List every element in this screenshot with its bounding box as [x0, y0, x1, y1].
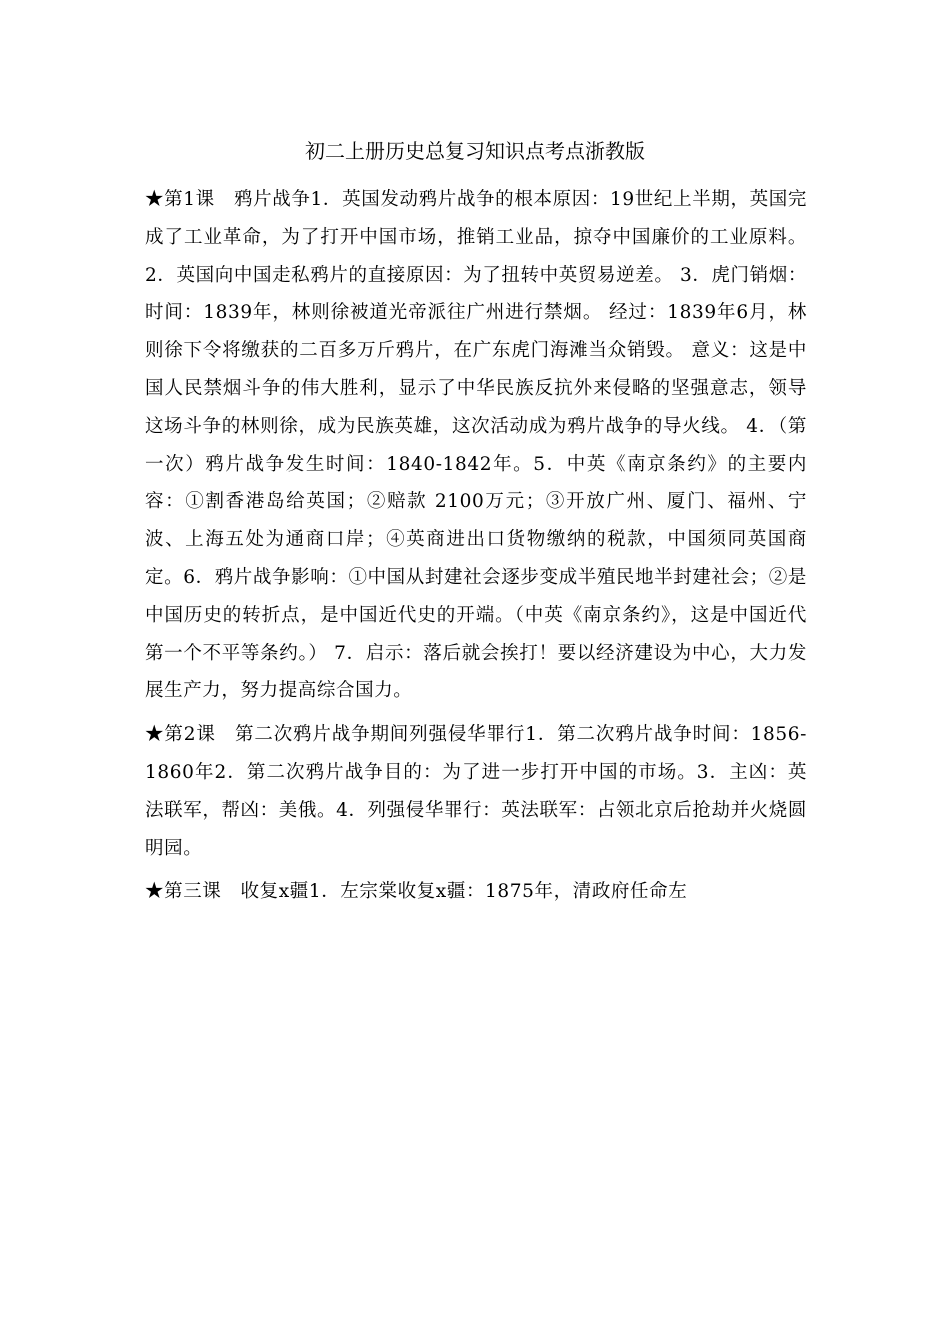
paragraph-lesson-2: ★第2课 第二次鸦片战争期间列强侵华罪行1．第二次鸦片战争时间：1856-1860年2．第二次鸦片战争目的：为了进一步打开中国的市场。3．主凶：英法联军，帮凶：美俄。4．列强侵华罪行：英法联军：占领北京后抢劫并火烧圆明园。: [145, 724, 807, 859]
paragraph-lesson-1: ★第1课 鸦片战争1．英国发动鸦片战争的根本原因：19世纪上半期，英国完成了工业革命，为了打开中国市场，推销工业品，掠夺中国廉价的工业原料。2．英国向中国走私鸦片的直接原因：为了扭转中英贸易逆差。 3．虎门销烟：时间：1839年，林则徐被道光帝派往广州进行禁烟。 经过：1839年6月，林则徐下令将缴获的二百多万斤鸦片，在广东虎门海滩当众销毁。 意义：这是中国人民禁烟斗争的伟大胜利，显示了中华民族反抗外来侵略的坚强意志，领导这场斗争的林则徐，成为民族英雄，这次活动成为鸦片战争的导火线。 4．（第一次）鸦片战争发生时间：1840-1842年。5．中英《南京条约》的主要内容：①割香港岛给英国；②赔款 2100万元；③开放广州、厦门、福州、宁波、上海五处为通商口岸；④英商进出口货物缴纳的税款，中国须同英国商定。6．鸦片战争影响：①中国从封建社会逐步变成半殖民地半封建社会；②是中国历史的转折点，是中国近代史的开端。（中英《南京条约》，这是中国近代第一个不平等条约。） 7．启示：落后就会挨打！要以经济建设为中心，大力发展生产力，努力提高综合国力。: [145, 189, 807, 702]
document-title: 初二上册历史总复习知识点考点浙教版: [305, 139, 645, 163]
paragraph-lesson-3: ★第三课 收复x疆1．左宗棠收复x疆：1875年，清政府任命左: [145, 881, 688, 903]
document-body: [145, 181, 807, 917]
